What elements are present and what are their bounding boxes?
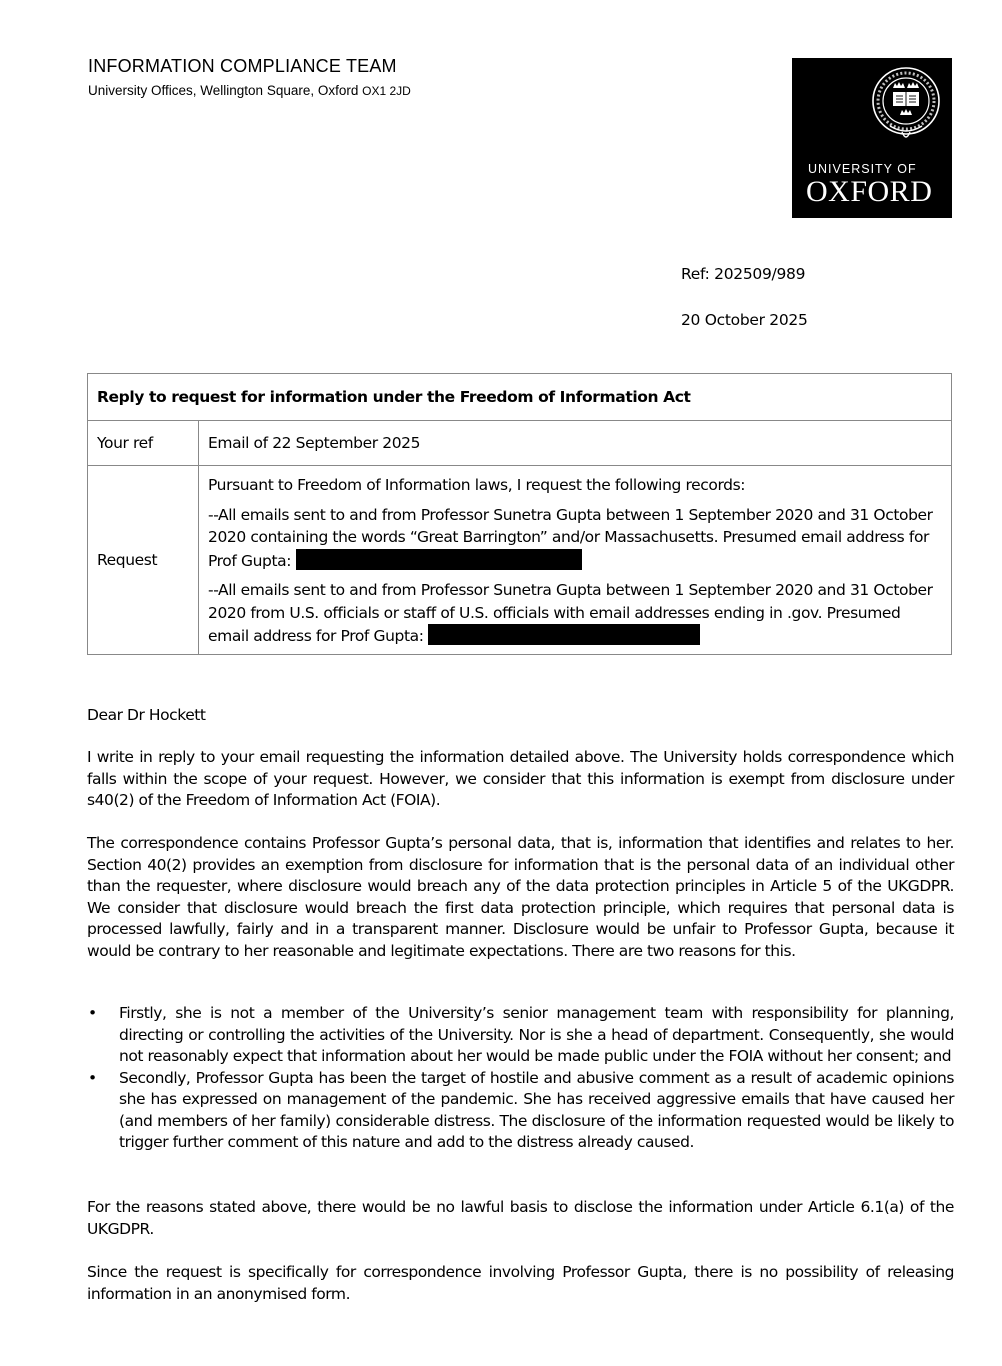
reference-number: Ref: 202509/989 <box>681 265 806 283</box>
bullet-icon: • <box>88 1068 97 1087</box>
request-item-1 <box>208 504 943 573</box>
sender-postcode: OX1 2JD <box>362 84 411 98</box>
row-value-request <box>199 466 951 654</box>
university-logo <box>792 58 952 218</box>
paragraph-conclusion: For the reasons stated above, there would be no lawful basis to disclose the information under Article 6.1(a) of the UKGDPR. <box>87 1198 954 1238</box>
table-row-your-ref <box>88 421 951 466</box>
sender-address <box>88 83 411 98</box>
bullet-icon: • <box>88 1004 97 1022</box>
request-item-2 <box>208 579 943 648</box>
row-label-your-ref: Your ref <box>88 421 199 465</box>
logo-university-of-text: UNIVERSITY OF <box>808 162 917 176</box>
letter-date: 20 October 2025 <box>681 311 808 329</box>
sender-street-address: University Offices, Wellington Square, Oxford <box>88 83 359 98</box>
paragraph-2: The correspondence contains Professor Gupta’s personal data, that is, information that identifies and relates to her. Section 40(2) provides an exemption from disclosure for information that is the personal data of an individual other than the requester, where disclosure would breach any of the data protection principles in Article 5 of the UKGDPR. We consider that disclosure would breach the first data protection principle, which requires that personal data is processed lawfully, fairly and in a transparent manner. Disclosure would be unfair to Professor Gupta, because it would be contrary to her reasonable and legitimate expectations. There are two reasons for this. <box>87 834 954 960</box>
row-value-your-ref: Email of 22 September 2025 <box>208 434 421 452</box>
foi-request-table <box>87 373 952 655</box>
request-item-1-text: --All emails sent to and from Professor Sunetra Gupta between 1 September 2020 and 31 October 2020 containing the words “Great Barrington” and/or Massachusetts. Presumed email address for Prof Gupta: <box>208 505 933 570</box>
row-label-request: Request <box>88 466 199 654</box>
paragraph-1: I write in reply to your email requesting the information detailed above. The University holds correspondence which falls within the scope of your request. However, we consider that this information is exempt from disclosure under s40(2) of the Freedom of Information Act (FOIA). <box>87 748 954 809</box>
table-row-request <box>88 466 951 654</box>
reason-item-2 <box>87 1068 954 1154</box>
reason-item-1 <box>87 1003 954 1068</box>
request-item-2-text: --All emails sent to and from Professor Sunetra Gupta between 1 September 2020 and 31 October 2020 from U.S. officials or staff of U.S. officials with email addresses ending in .gov. Presumed email address for Prof Gupta: <box>208 581 933 645</box>
reasons-list <box>87 1003 954 1154</box>
table-title: Reply to request for information under the Freedom of Information Act <box>88 374 951 421</box>
redacted-email-1 <box>296 549 582 570</box>
request-intro: Pursuant to Freedom of Information laws, I request the following records: <box>208 476 746 494</box>
salutation: Dear Dr Hockett <box>87 706 206 724</box>
sender-team-name: INFORMATION COMPLIANCE TEAM <box>88 56 397 76</box>
logo-oxford-text: OXFORD <box>806 175 933 208</box>
redacted-email-2 <box>428 624 700 645</box>
paragraph-anonymisation: Since the request is specifically for correspondence involving Professor Gupta, there is no possibility of releasing information in an anonymised form. <box>87 1263 954 1303</box>
reason-text-1: Firstly, she is not a member of the University’s senior management team with responsibility for planning, directing or controlling the activities of the University. Nor is she a head of department. Consequently, she would not reasonably expect that information about her would be made public under the FOIA without her consent; and <box>119 1004 954 1065</box>
reason-text-2: Secondly, Professor Gupta has been the target of hostile and abusive comment as a result of academic opinions she has expressed on management of the pandemic. She has received aggressive emails that have caused her (and members of her family) considerable distress. The disclosure of the information requested would be likely to trigger further comment of this nature and add to the distress already caused. <box>119 1068 954 1151</box>
